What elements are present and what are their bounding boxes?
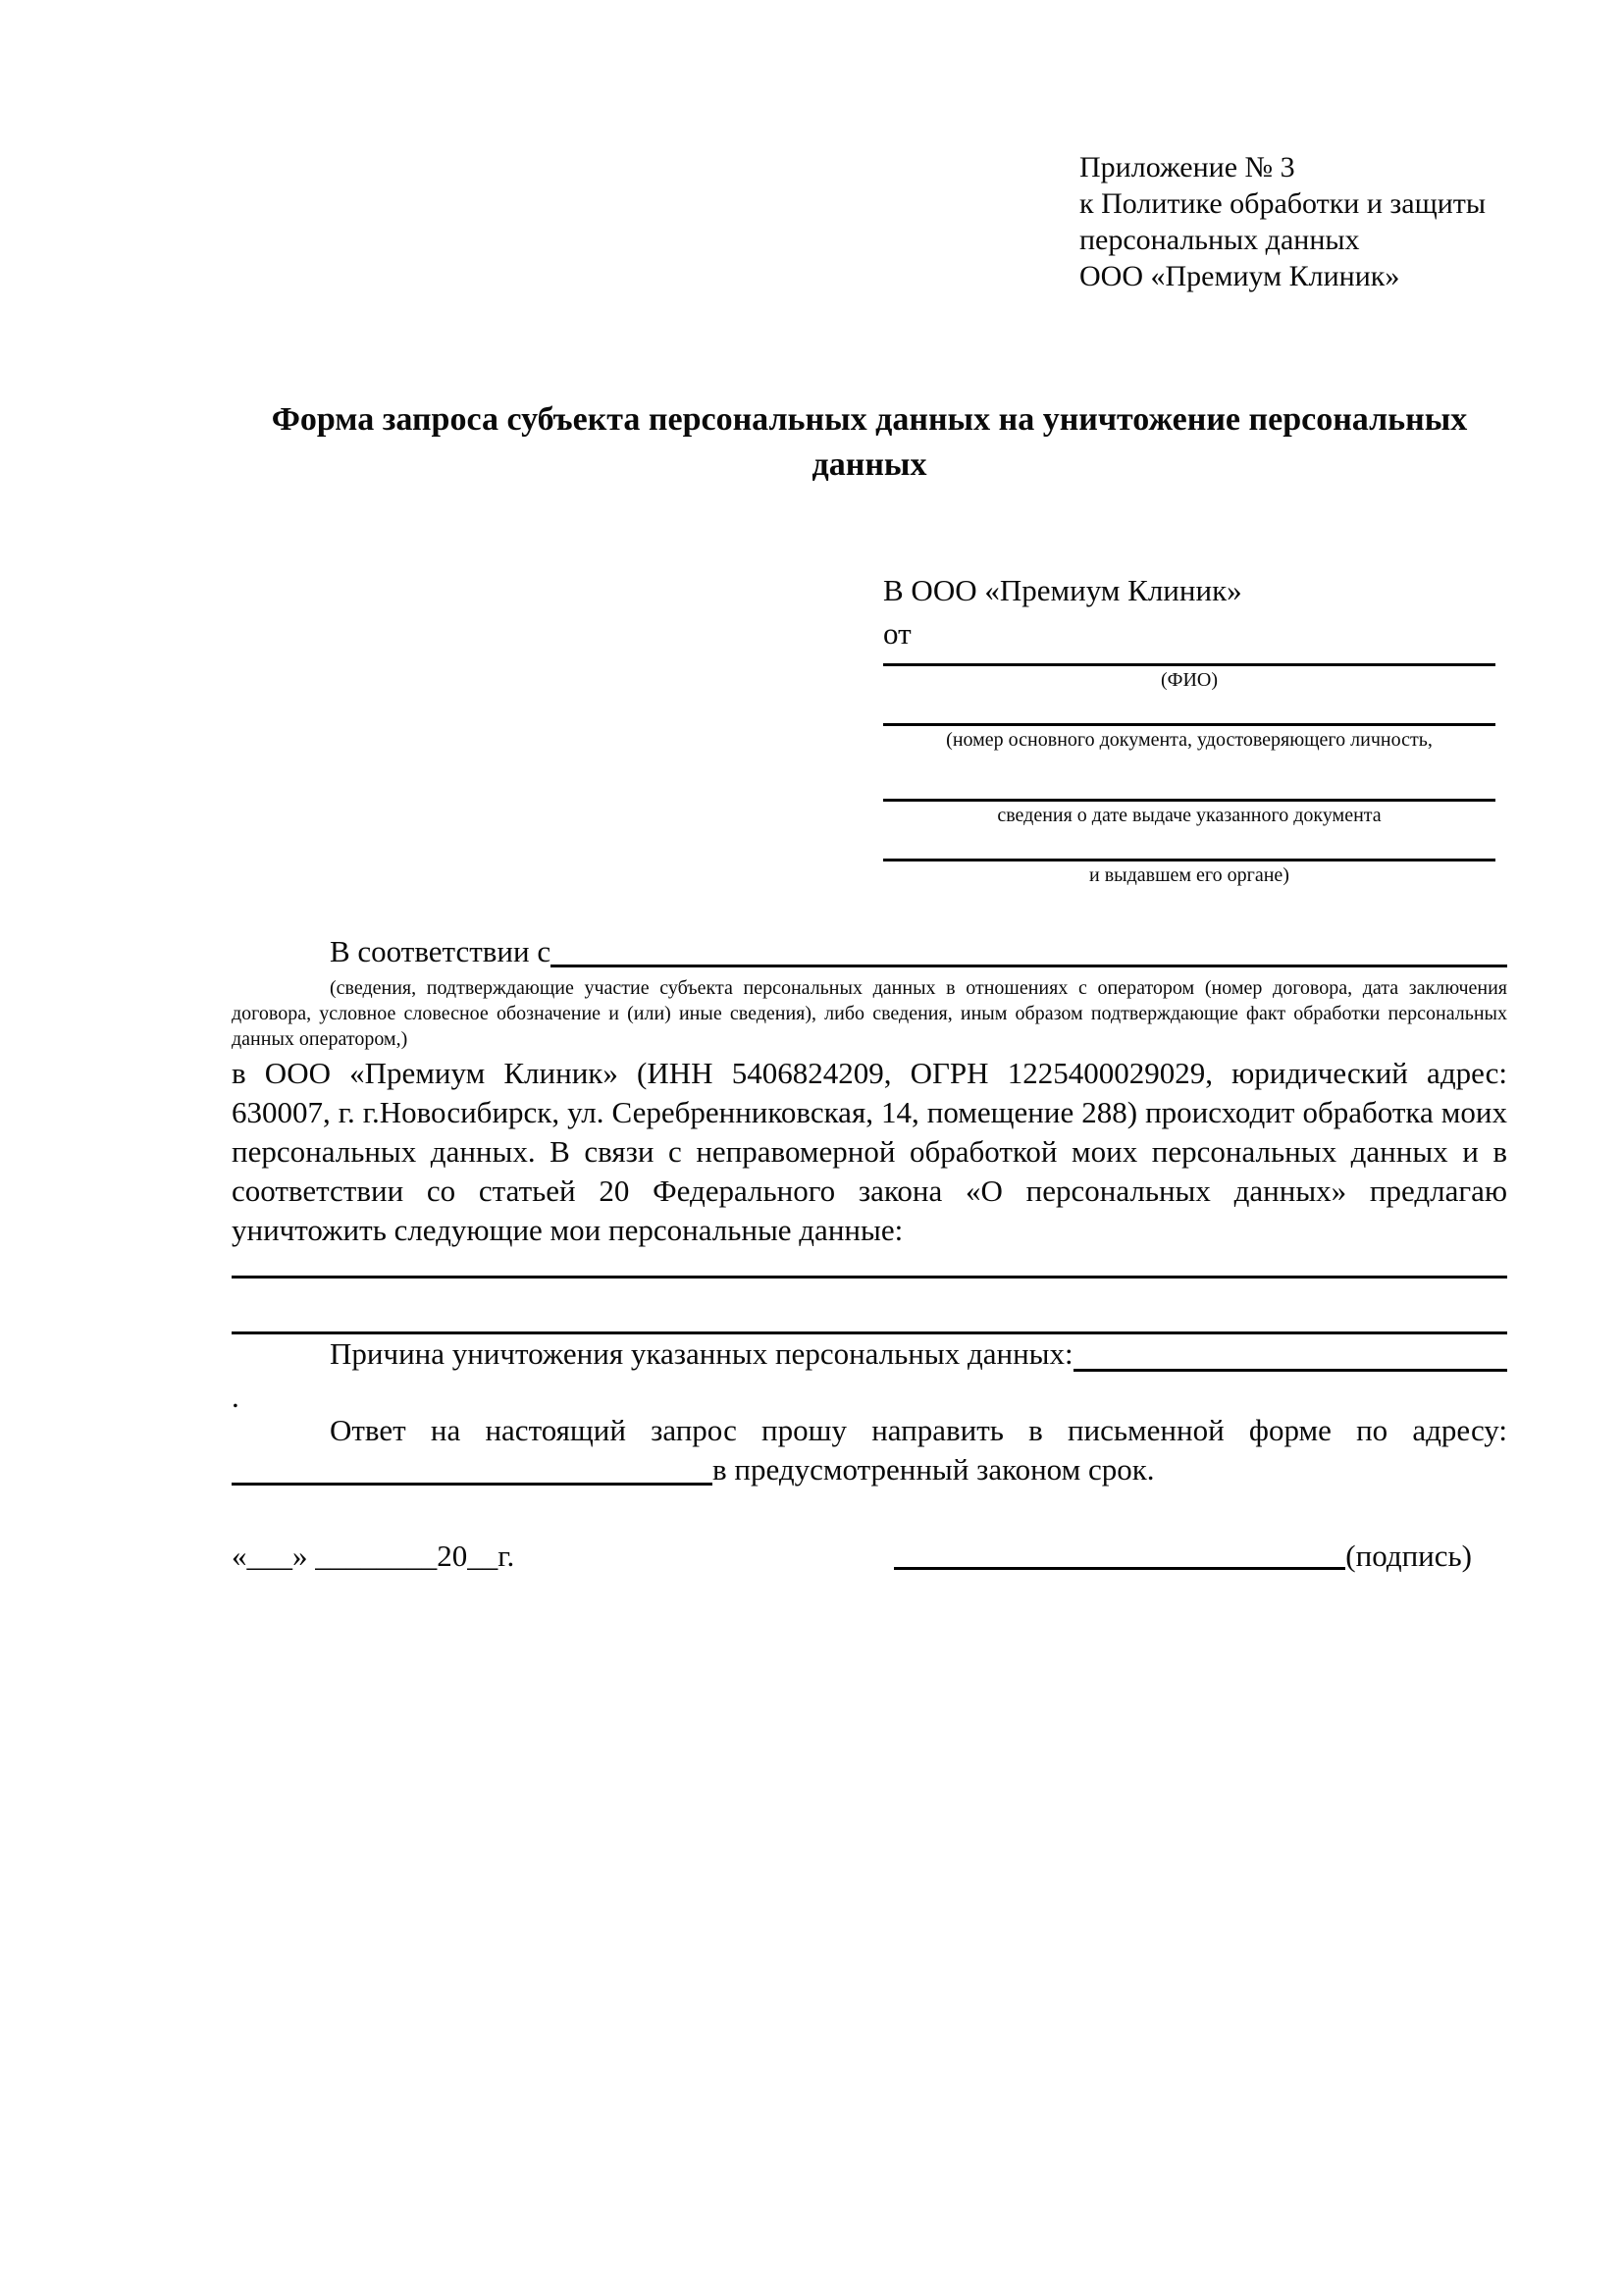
reason-period: . [232, 1380, 239, 1414]
response-tail: в предусмотренный законом срок. [712, 1452, 1155, 1487]
addressee-block [883, 569, 1495, 889]
main-paragraph: в ООО «Премиум Клиник» (ИНН 5406824209, ОГРН 1225400029029, юридический адрес: 630007, г. г.Новосибирск, ул. Серебренниковская, 14, помещение 288) происходит обработка моих персональных данных. В связи с неправомерной обработкой моих персональных данных и в соответствии со статьей 20 Федерального закона «О персональных данных» предлагаю уничтожить следующие мои персональные данные: [232, 1056, 1507, 1247]
personal-data-blank-line-2 [232, 1278, 1507, 1334]
addressee-to: В ООО «Премиум Клиник» [883, 573, 1242, 607]
appendix-line-3: персональных данных [1079, 224, 1360, 256]
accordance-row [232, 932, 1507, 973]
addressee-from: от [883, 616, 912, 651]
signature-caption: (подпись) [1345, 1539, 1472, 1573]
fio-field-line [883, 655, 1495, 666]
document-issuer-field-line [883, 829, 1495, 861]
document-title: Форма запроса субъекта персональных данных на уничтожение персональных данных [271, 401, 1468, 483]
document-number-field-caption: (номер основного документа, удостоверяющего личность, [946, 729, 1433, 751]
date-template: «___» ________20__г. [232, 1539, 515, 1573]
reason-continuation-row [232, 1378, 1507, 1414]
document-issue-date-field-line [883, 754, 1495, 802]
reason-label: Причина уничтожения указанных персональных данных: [330, 1336, 1073, 1371]
body-block [232, 932, 1507, 1576]
reason-field-line [1073, 1369, 1507, 1372]
appendix-line-4: ООО «Премиум Клиник» [1079, 260, 1400, 292]
footer-row [232, 1537, 1507, 1576]
personal-data-blank-line-1 [232, 1250, 1507, 1278]
appendix-line-2: к Политике обработки и защиты [1079, 187, 1487, 220]
accordance-field-line [550, 965, 1507, 967]
address-field-line [232, 1483, 712, 1486]
document-issue-date-field-caption: сведения о дате выдаче указанного документа [997, 805, 1382, 826]
fio-field-caption: (ФИО) [1160, 669, 1218, 691]
document-issuer-field-caption: и выдавшем его органе) [1089, 864, 1289, 886]
accordance-label: В соответствии с [330, 934, 551, 968]
response-paragraph: Ответ на настоящий запрос прошу направить в письменной форме по адресу: [330, 1413, 1507, 1447]
appendix-header [1079, 149, 1511, 294]
document-number-field-line [883, 694, 1495, 726]
reason-row [232, 1334, 1507, 1378]
accordance-note: (сведения, подтверждающие участие субъекта персональных данных в отношениях с оператором (номер договора, дата заключения договора, условное словесное обозначение и (или) иные сведения), либо сведения, иным образом подтверждающие факт обработки персональных данных оператором,) [232, 977, 1507, 1050]
appendix-line-1: Приложение № 3 [1079, 151, 1295, 183]
signature-field-line [894, 1567, 1345, 1570]
response-address-row [232, 1450, 1507, 1491]
signature-group [894, 1537, 1472, 1576]
